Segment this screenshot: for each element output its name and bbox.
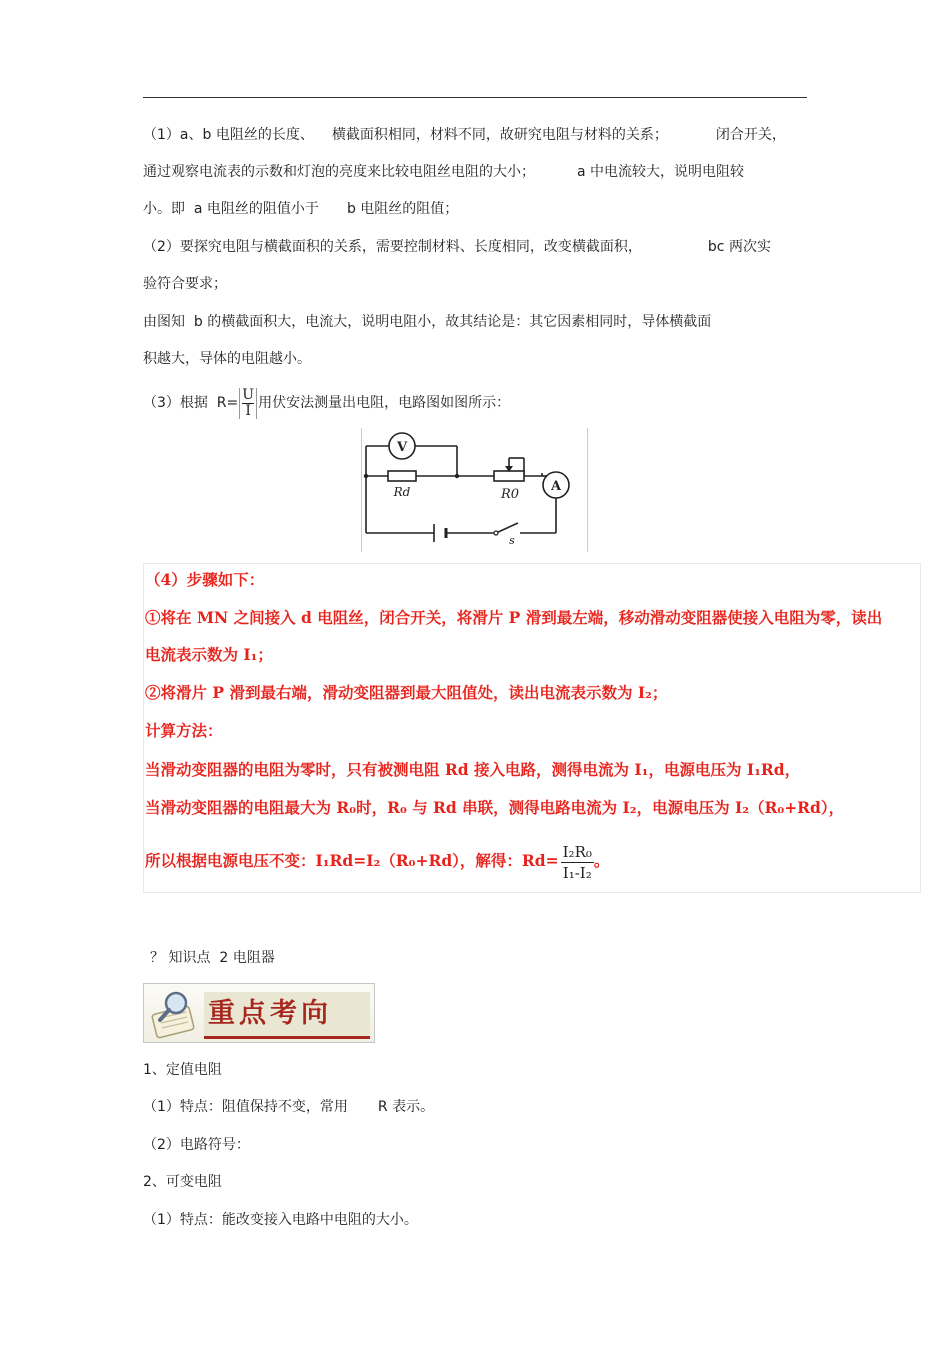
text: （3）根据 R= — [143, 395, 239, 411]
node-dot — [364, 474, 368, 478]
fraction-denominator: I — [245, 402, 251, 419]
node-dot — [455, 474, 459, 478]
fraction-numerator: U — [242, 386, 255, 403]
circuit-svg — [362, 428, 587, 552]
text: （1）特点：阻值保持不变，常用 — [143, 1099, 348, 1115]
answer-line: 计算方法： — [145, 721, 223, 740]
text: 通过观察电流表的示数和灯泡的亮度来比较电阻丝电阻的大小； — [143, 164, 535, 180]
answer-line: 电流表示数为 I₁； — [145, 645, 273, 664]
magnifier-notebook-icon — [148, 988, 204, 1040]
para2-line4: 积越大，导体的电阻越小。 — [143, 351, 311, 367]
para2-line2: 验符合要求； — [143, 276, 227, 292]
text: 用伏安法测量出电阻，电路图如图所示： — [258, 395, 511, 411]
rd-fraction — [561, 842, 594, 883]
item-variable-resistor-feature: （1）特点：能改变接入电路中电阻的大小。 — [143, 1212, 418, 1228]
answer-line: （4）步骤如下： — [145, 570, 265, 589]
text: 。 — [593, 851, 610, 870]
resistor-rd-icon — [388, 471, 416, 481]
para2-line3: 由图知 b 的横截面积大，电流大，说明电阻小，故其结论是：其它因素相同时，导体横截面 — [143, 314, 712, 330]
answer-line: ①将在 MN 之间接入 d 电阻丝，闭合开关，将滑片 P 滑到最左端，移动滑动变阻器使接入电阻为零，读出 — [145, 608, 883, 627]
para1-line1 — [143, 125, 786, 145]
badge-title: 重点考向 — [208, 998, 332, 1029]
item-circuit-symbol: （2）电路符号： — [143, 1137, 250, 1153]
text: （1）a、b 电阻丝的长度、 — [143, 127, 314, 143]
switch-label: s — [509, 534, 515, 547]
switch-contact — [494, 531, 498, 535]
item-fixed-resistor: 1、定值电阻 — [143, 1062, 222, 1078]
rheostat-label: R0 — [500, 487, 520, 502]
circuit-diagram — [361, 428, 588, 552]
text: （2）要探究电阻与横截面积的关系，需要控制材料、长度相同，改变横截面积， — [143, 239, 642, 255]
text: 闭合开关， — [715, 127, 786, 143]
para1-line3 — [143, 199, 458, 219]
item-fixed-resistor-feature — [143, 1097, 434, 1117]
voltmeter-label: V — [396, 440, 408, 455]
text: 小。即 a 电阻丝的阻值小于 — [143, 201, 319, 217]
answer-line: 当滑动变阻器的电阻最大为 R₀时，R₀ 与 Rd 串联，测得电路电流为 I₂，电源电压为 I₂（R₀+Rd）， — [145, 798, 845, 817]
resistor-rd-label: Rd — [393, 485, 411, 499]
text: a 中电流较大，说明电阻较 — [577, 164, 745, 180]
answer-line: ②将滑片 P 滑到最右端，滑动变阻器到最大阻值处，读出电流表示数为 I₂； — [145, 683, 668, 702]
section-heading: ？ 知识点 2 电阻器 — [150, 950, 275, 966]
ammeter-label: A — [550, 479, 562, 494]
para3-line — [143, 384, 510, 422]
text: 所以根据电源电压不变：I₁Rd=I₂（R₀+Rd），解得：Rd= — [145, 851, 559, 870]
item-variable-resistor: 2、可变电阻 — [143, 1174, 222, 1190]
fraction-denominator: I₁-I₂ — [562, 863, 592, 882]
text: bc 两次实 — [707, 239, 771, 255]
key-point-badge — [143, 983, 375, 1043]
rheostat-icon — [494, 471, 524, 481]
fraction-numerator: I₂R₀ — [562, 842, 592, 861]
para1-line2 — [143, 162, 744, 182]
text: 横截面积相同，材料不同，故研究电阻与材料的关系； — [331, 127, 668, 143]
header-rule — [143, 97, 807, 98]
answer-formula-line — [145, 836, 609, 886]
ohm-fraction — [239, 388, 257, 419]
para2-line1 — [143, 237, 771, 257]
text: b 电阻丝的阻值； — [346, 201, 459, 217]
answer-line: 当滑动变阻器的电阻为零时，只有被测电阻 Rd 接入电路，测得电流为 I₁，电源电压为 I₁Rd， — [145, 760, 801, 779]
text: R 表示。 — [377, 1099, 435, 1115]
